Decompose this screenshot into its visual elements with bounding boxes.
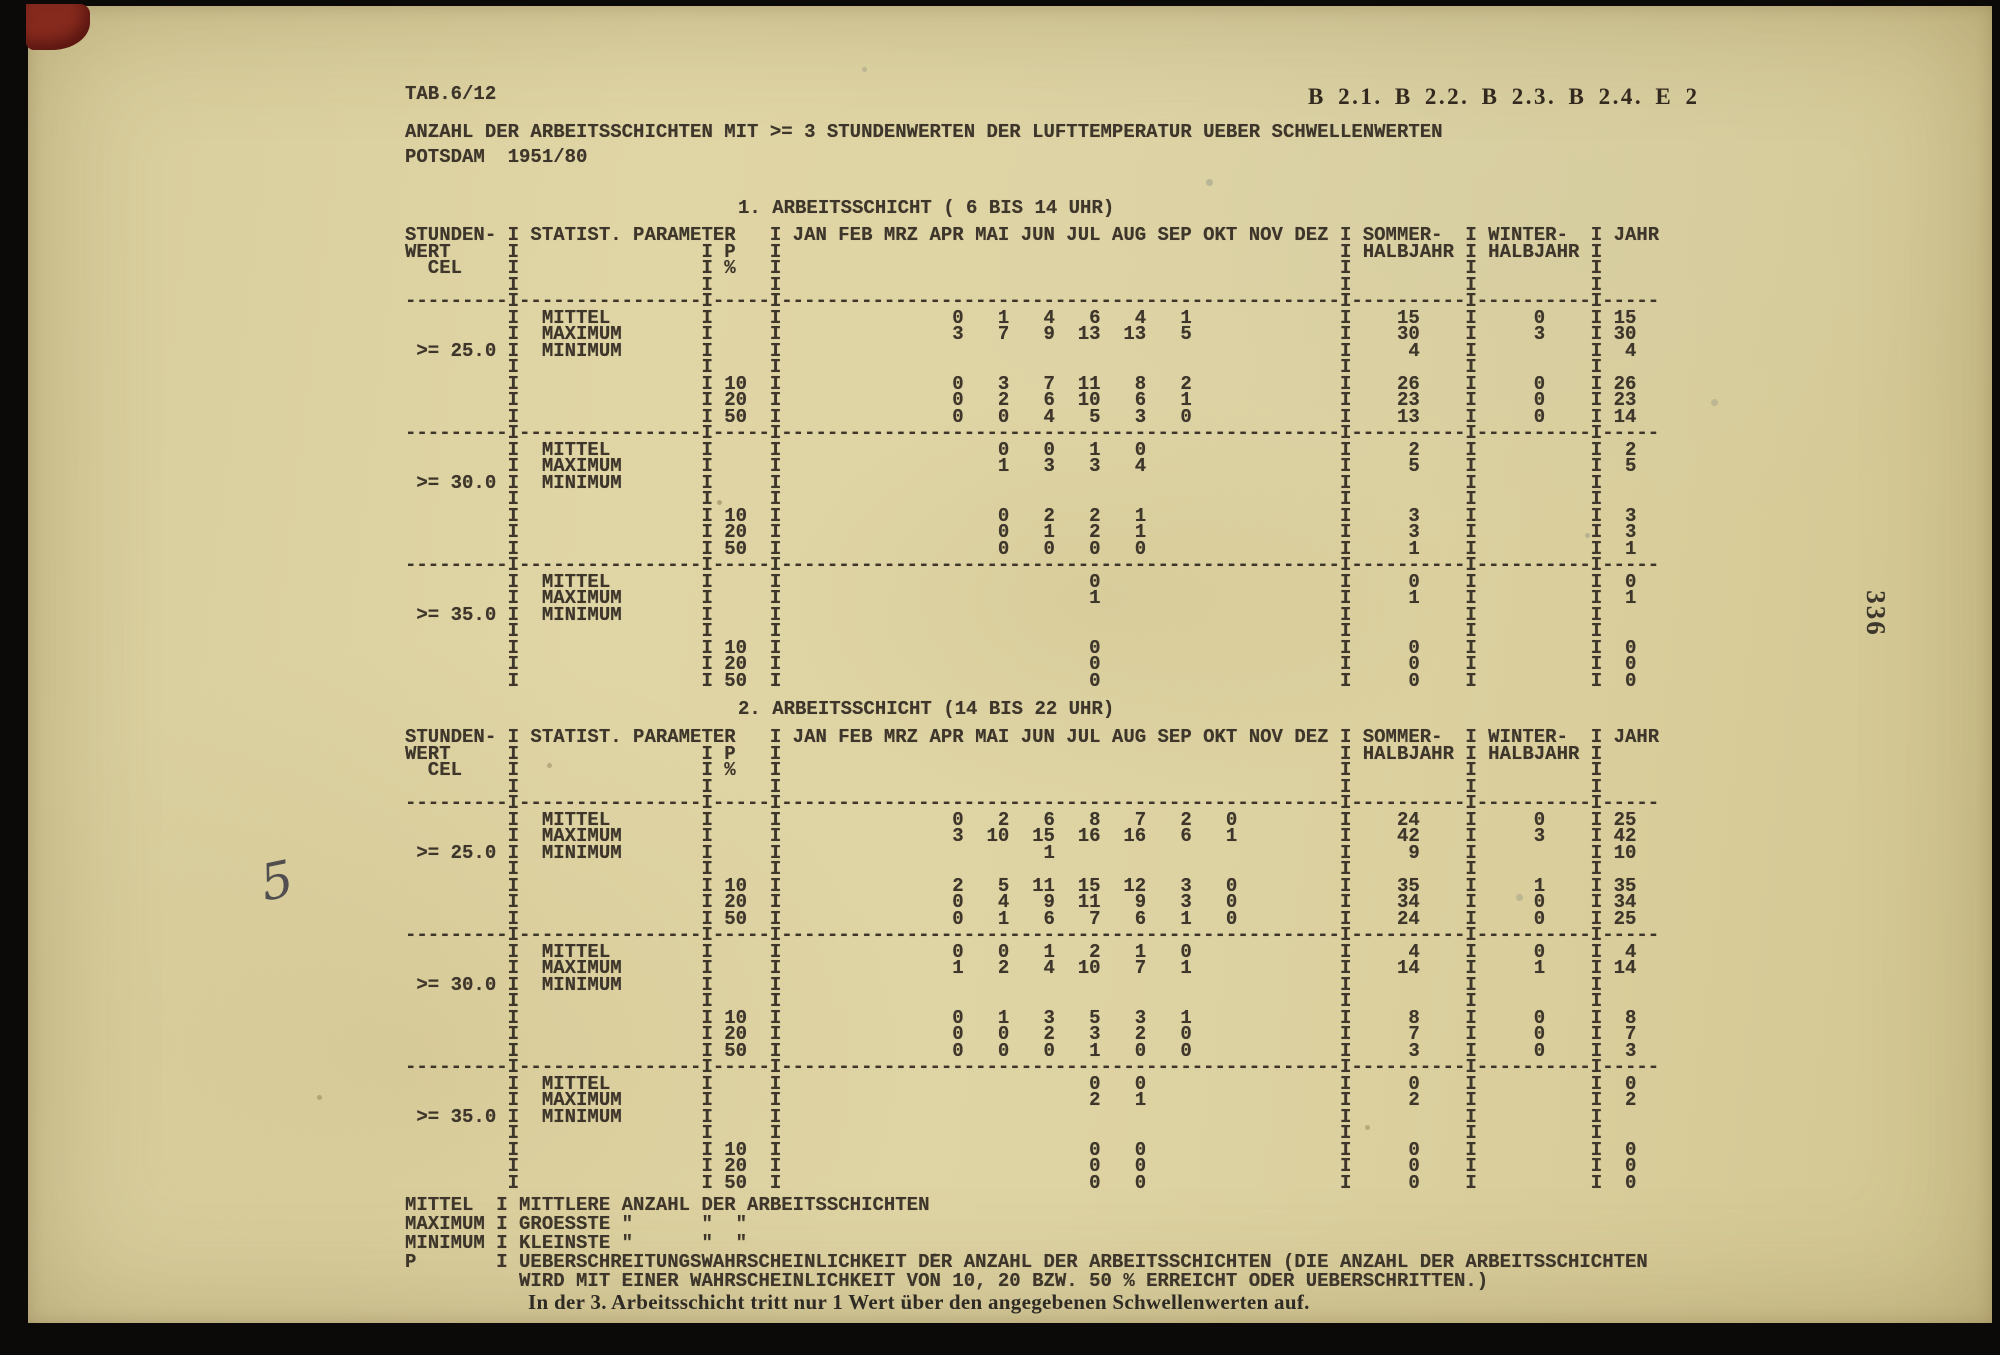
table-row: >= 35.0 I MINIMUM I I I I I [405,603,1660,626]
table-row: I I 10 I 0 I 0 I I 0 [405,636,1660,659]
scanned-page [28,6,1992,1323]
table-header-line: STUNDEN- I STATIST. PARAMETER I JAN FEB MRZ APR MAI JUN JUL AUG SEP OKT NOV DEZ I SOMMER- I WINTER- I JAHR [405,726,1660,748]
table-row: I MAXIMUM I I 2 1 I 2 I I 2 [405,1089,1660,1111]
table-row: I I 20 I 0 0 2 3 2 0 I 7 I 0 I 7 [405,1023,1660,1045]
legend-line: P I UEBERSCHREITUNGSWAHRSCHEINLICHKEIT DER ANZAHL DER ARBEITSSCHICHTEN (DIE ANZAHL DER ARBEITSSCHICHTEN [405,1251,1648,1273]
table-row: I MAXIMUM I I 1 2 4 10 7 1 I 14 I 1 I 14 [405,957,1660,979]
table-row-blank: I I I I I I [405,1122,1660,1144]
table-header-line: CEL I I % I I I I [405,257,1660,279]
table-row: I I 50 I 0 0 4 5 3 0 I 13 I 0 I 14 [405,405,1660,428]
table-header-line: WERT I I P I I HALBJAHR I HALBJAHR I [405,742,1660,765]
table-separator: ---------I----------------I-----I-------------------------------------------------I----------I----------I----- [405,554,1660,576]
table-row: I I 20 I 0 0 I 0 I I 0 [405,1155,1660,1177]
document-title: ANZAHL DER ARBEITSSCHICHTEN MIT >= 3 STUNDENWERTEN DER LUFTTEMPERATUR UEBER SCHWELLENWERTEN [405,121,1443,143]
legend-line: MITTEL I MITTLERE ANZAHL DER ARBEITSSCHICHTEN [405,1194,930,1216]
paper-speckles [28,6,31,9]
table-header-line: I I I I I I [405,273,1660,296]
legend-line: MINIMUM I KLEINSTE " " " [405,1232,748,1254]
table-row: I I 10 I 0 0 I 0 I I 0 [405,1138,1660,1161]
table-row: I I 10 I 0 1 3 5 3 1 I 8 I 0 I 8 [405,1006,1660,1029]
table-separator: ---------I----------------I-----I-------------------------------------------------I----------I----------I----- [405,290,1660,312]
table-row: I I 50 I 0 0 0 1 0 0 I 3 I 0 I 3 [405,1039,1660,1062]
red-corner-mark [26,4,90,50]
table-separator: ---------I----------------I-----I-------------------------------------------------I----------I----------I----- [405,422,1660,444]
shift-table-1 [405,224,1660,692]
legend-line: MAXIMUM I GROESSTE " " " [405,1213,748,1235]
table-row: I I 20 I 0 I 0 I I 0 [405,653,1660,675]
table-row-blank: I I I I I I [405,356,1660,378]
table-header-line: WERT I I P I I HALBJAHR I HALBJAHR I [405,240,1660,263]
shift-table-2 [405,726,1660,1194]
table-row: >= 25.0 I MINIMUM I I 1 I 9 I I 10 [405,841,1660,864]
table-row: I I 50 I 0 0 I 0 I I 0 [405,1171,1660,1194]
table-row-blank: I I I I I I [405,990,1660,1012]
table-row: >= 35.0 I MINIMUM I I I I I [405,1105,1660,1128]
table-row: I MITTEL I I 0 I 0 I I 0 [405,570,1660,593]
table-row: I I 10 I 0 3 7 11 8 2 I 26 I 0 I 26 [405,372,1660,395]
table-header-line: CEL I I % I I I I [405,759,1660,781]
table-row: I MAXIMUM I I 1 I 1 I I 1 [405,587,1660,609]
table-row: >= 30.0 I MINIMUM I I I I I [405,471,1660,494]
classification-code: B 2.1. B 2.2. B 2.3. B 2.4. E 2 [1308,84,1700,109]
table-header-line: STUNDEN- I STATIST. PARAMETER I JAN FEB MRZ APR MAI JUN JUL AUG SEP OKT NOV DEZ I SOMMER- I WINTER- I JAHR [405,224,1660,246]
legend [405,1196,1648,1291]
table-number-label: TAB.6/12 [405,83,497,105]
footnote: In der 3. Arbeitsschicht tritt nur 1 Wert über den angegebenen Schwellenwerten auf. [528,1290,1310,1314]
table-separator: ---------I----------------I-----I-------------------------------------------------I----------I----------I----- [405,924,1660,946]
table-row: I MITTEL I I 0 1 4 6 4 1 I 15 I 0 I 15 [405,306,1660,329]
handwritten-mark: 5 [255,849,299,913]
table-row: I MAXIMUM I I 1 3 3 4 I 5 I I 5 [405,455,1660,477]
table2-caption: 2. ARBEITSSCHICHT (14 BIS 22 UHR) [738,698,1115,720]
table-row: I I 10 I 0 2 2 1 I 3 I I 3 [405,504,1660,527]
table-row: I MAXIMUM I I 3 7 9 13 13 5 I 30 I 3 I 30 [405,323,1660,345]
table-row: I I 20 I 0 1 2 1 I 3 I I 3 [405,521,1660,543]
table-row: I MAXIMUM I I 3 10 15 16 16 6 1 I 42 I 3 I 42 [405,825,1660,847]
table-row: >= 25.0 I MINIMUM I I I 4 I I 4 [405,339,1660,362]
table-row-blank: I I I I I I [405,488,1660,510]
legend-line: WIRD MIT EINER WAHRSCHEINLICHKEIT VON 10, 20 BZW. 50 % ERREICHT ODER UEBERSCHRITTEN.) [405,1270,1489,1292]
table-row: I MITTEL I I 0 0 1 2 1 0 I 4 I 0 I 4 [405,940,1660,963]
document-subtitle: POTSDAM 1951/80 [405,146,588,168]
table-row-blank: I I I I I I [405,620,1660,642]
table-separator: ---------I----------------I-----I-------------------------------------------------I----------I----------I----- [405,792,1660,814]
table-row: I I 50 I 0 0 0 0 I 1 I I 1 [405,537,1660,560]
table-header-line: I I I I I I [405,775,1660,798]
table-row: I MITTEL I I 0 2 6 8 7 2 0 I 24 I 0 I 25 [405,808,1660,831]
table-row: I I 50 I 0 1 6 7 6 1 0 I 24 I 0 I 25 [405,907,1660,930]
table-row: I I 20 I 0 4 9 11 9 3 0 I 34 I 0 I 34 [405,891,1660,913]
table-row: I I 20 I 0 2 6 10 6 1 I 23 I 0 I 23 [405,389,1660,411]
table-row: I MITTEL I I 0 0 I 0 I I 0 [405,1072,1660,1095]
table-row: I I 10 I 2 5 11 15 12 3 0 I 35 I 1 I 35 [405,874,1660,897]
table-row: >= 30.0 I MINIMUM I I I I I [405,973,1660,996]
table-row-blank: I I I I I I [405,858,1660,880]
table-row: I MITTEL I I 0 0 1 0 I 2 I I 2 [405,438,1660,461]
table-row: I I 50 I 0 I 0 I I 0 [405,669,1660,692]
table-separator: ---------I----------------I-----I-------------------------------------------------I----------I----------I----- [405,1056,1660,1078]
table1-caption: 1. ARBEITSSCHICHT ( 6 BIS 14 UHR) [738,197,1115,219]
page-number: 336 [1860,590,1891,637]
